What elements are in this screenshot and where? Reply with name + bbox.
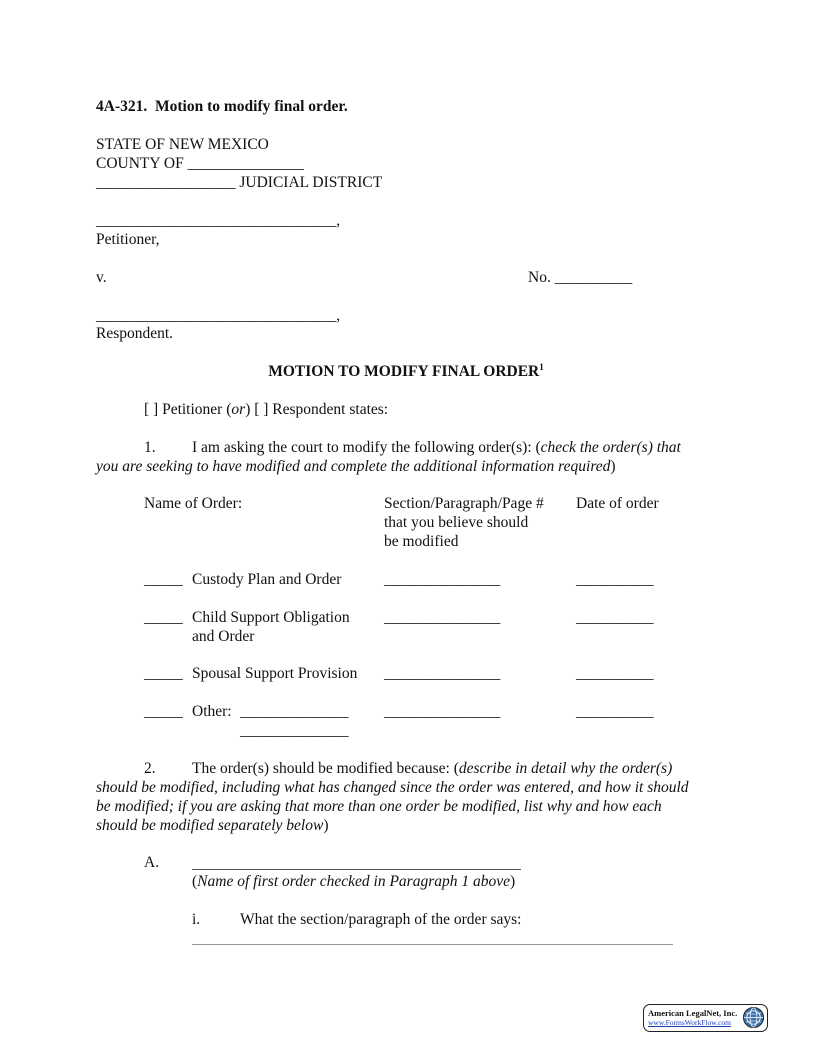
order-label-child-support: Child Support Obligation	[192, 609, 350, 626]
badge-company: American LegalNet, Inc.	[648, 1008, 738, 1018]
para1-line1: I am asking the court to modify the following order(s): (check the order(s) that	[192, 439, 681, 456]
date-blank: __________	[576, 571, 654, 588]
check-blank: _____	[144, 571, 183, 588]
case-number: No. __________	[528, 269, 633, 286]
para2-line2: should be modified, including what has changed since the order was entered, and how it should	[96, 779, 689, 796]
rule-title: 4A-321. Motion to modify final order.	[96, 98, 348, 115]
header-section-1: Section/Paragraph/Page #	[384, 495, 544, 512]
intro-statement: [ ] Petitioner (or) [ ] Respondent states:	[144, 401, 389, 418]
check-blank: _____	[144, 703, 183, 720]
order-label-other: Other:	[192, 703, 232, 720]
order-label-child-support-2: and Order	[192, 628, 255, 645]
section-a-letter: A.	[144, 854, 160, 871]
first-order-caption: (Name of first order checked in Paragraph 1 above)	[192, 873, 516, 890]
para2-line3: be modified; if you are asking that more than one order be modified, list why and how each	[96, 798, 662, 815]
petitioner-name-line: _______________________________,	[96, 212, 341, 229]
date-blank: __________	[576, 703, 654, 720]
document-title-text: MOTION TO MODIFY FINAL ORDER	[268, 363, 540, 380]
para2-line4: should be modified separately below)	[96, 817, 329, 834]
american-legalnet-badge[interactable]	[643, 1004, 768, 1032]
item-i-text: What the section/paragraph of the order says:	[240, 911, 522, 928]
header-section-2: that you believe should	[384, 514, 529, 531]
document-title	[96, 362, 716, 381]
section-blank: _______________	[384, 609, 501, 626]
section-blank: _______________	[384, 665, 501, 682]
section-blank: _______________	[384, 703, 501, 720]
header-name-of-order: Name of Order:	[144, 495, 243, 512]
date-blank: __________	[576, 665, 654, 682]
header-section-3: be modified	[384, 533, 459, 550]
para2-line1: The order(s) should be modified because: (describe in detail why the order(s)	[192, 760, 673, 777]
section-blank: _______________	[384, 571, 501, 588]
county-line: COUNTY OF _______________	[96, 155, 304, 172]
answer-line	[192, 944, 673, 945]
check-blank: _____	[144, 609, 183, 626]
para2-number: 2.	[144, 760, 156, 777]
para1-line2: you are seeking to have modified and complete the additional information required)	[96, 458, 616, 475]
other-blank: ______________	[240, 703, 349, 720]
petitioner-label: Petitioner,	[96, 231, 160, 248]
respondent-name-line: _______________________________,	[96, 307, 341, 324]
badge-link[interactable]: www.FormsWorkFlow.com	[648, 1018, 732, 1027]
other-blank-2: ______________	[240, 722, 349, 739]
para1-number: 1.	[144, 439, 156, 456]
versus: v.	[96, 269, 107, 286]
state-line: STATE OF NEW MEXICO	[96, 136, 269, 153]
first-order-name-line	[192, 869, 521, 870]
header-date: Date of order	[576, 495, 659, 512]
item-i-number: i.	[192, 911, 201, 928]
order-label-spousal-support: Spousal Support Provision	[192, 665, 358, 682]
footnote-marker: 1	[539, 362, 544, 372]
respondent-label: Respondent.	[96, 325, 174, 342]
globe-icon	[742, 1006, 765, 1029]
district-line: __________________ JUDICIAL DISTRICT	[96, 174, 383, 191]
check-blank: _____	[144, 665, 183, 682]
date-blank: __________	[576, 609, 654, 626]
order-label-custody: Custody Plan and Order	[192, 571, 342, 588]
